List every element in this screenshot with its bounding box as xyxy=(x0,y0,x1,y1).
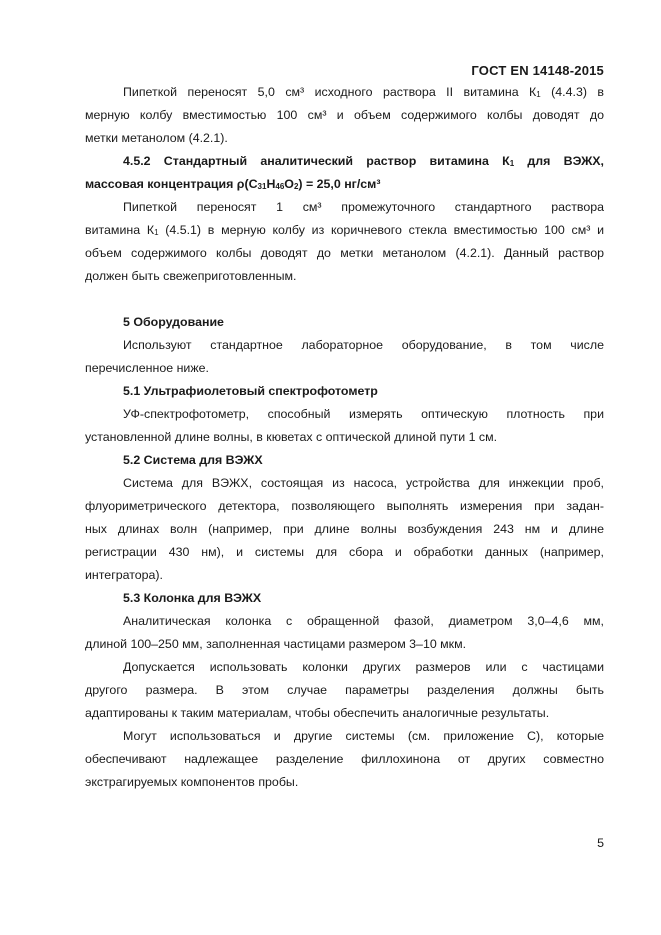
section-heading-5-2: 5.2 Система для ВЭЖХ xyxy=(123,453,263,467)
text-line: Пипеткой переносят 5,0 см³ исходного раствора II витамина $К_1$ (4.4.3) в xyxy=(123,85,604,99)
paragraph-pipette-solution-ii xyxy=(85,81,604,150)
text-line: Используют стандартное лабораторное оборудование, в том числе xyxy=(123,338,604,352)
heading-line: массовая концентрация $\rho(С_{31}Н_{46}О_2) = 25,0$ нг/см³ xyxy=(85,177,381,191)
text-line: Могут использоваться и другие системы (см. приложение С), которые xyxy=(123,729,604,743)
section-heading-5-1: 5.1 Ультрафиолетовый спектрофотометр xyxy=(123,384,378,398)
text-line: обеспечивают надлежащее разделение филлохинона от других совместно xyxy=(85,752,604,766)
section-5-2-hplc-system xyxy=(85,449,604,587)
text-line: УФ-спектрофотометр, способный измерять оптическую плотность при xyxy=(123,407,604,421)
text-line: экстрагируемых компонентов пробы. xyxy=(85,775,299,789)
section-heading-4-5-2 xyxy=(85,150,604,196)
standard-header: ГОСТ EN 14148-2015 xyxy=(471,63,604,78)
page-number: 5 xyxy=(597,836,604,850)
text-line: должен быть свежеприготовленным. xyxy=(85,269,297,283)
text-line: длиной 100–250 мм, заполненная частицами размером 3–10 мкм. xyxy=(85,637,467,651)
text-line: витамина $К_1$ (4.5.1) в мерную колбу из коричневого стекла вместимостью 100 см³ и xyxy=(85,223,604,237)
text-line: другого размера. В этом случае параметры разделения должны быть xyxy=(85,683,604,697)
section-5-1-spectrophotometer xyxy=(85,380,604,449)
text-line: перечисленное ниже. xyxy=(85,361,209,375)
text-line: установленной длине волны, в кюветах с оптической длиной пути 1 см. xyxy=(85,430,498,444)
text-line: регистрации 430 нм), и системы для сбора и обработки данных (например, xyxy=(85,545,604,559)
text-line: ных длинах волн (например, при длине волны возбуждения 243 нм и длине xyxy=(85,522,604,536)
text-line: Допускается использовать колонки других размеров или с частицами xyxy=(123,660,604,674)
section-5-3-hplc-column xyxy=(85,587,604,794)
text-line: Пипеткой переносят 1 см³ промежуточного стандартного раствора xyxy=(123,200,604,214)
text-line: Аналитическая колонка с обращенной фазой, диаметром 3,0–4,6 мм, xyxy=(123,614,604,628)
section-heading-5: 5 Оборудование xyxy=(123,315,224,329)
text-line: объем содержимого колбы доводят до метки метанолом (4.2.1). Данный раствор xyxy=(85,246,604,260)
text-line: адаптированы к таким материалам, чтобы обеспечить аналогичные результаты. xyxy=(85,706,550,720)
text-line: мерную колбу вместимостью 100 см³ и объем содержимого колбы доводят до xyxy=(85,108,604,122)
section-heading-5-3: 5.3 Колонка для ВЭЖХ xyxy=(123,591,262,605)
heading-line: 4.5.2 Стандартный аналитический раствор витамина $К_1$ для ВЭЖХ, xyxy=(123,154,604,168)
text-line: интегратора). xyxy=(85,568,163,582)
text-line: метки метанолом (4.2.1). xyxy=(85,131,228,145)
paragraph-pipette-intermediate xyxy=(85,196,604,288)
section-5-equipment xyxy=(85,311,604,380)
text-line: Система для ВЭЖХ, состоящая из насоса, устройства для инжекции проб, xyxy=(123,476,604,490)
text-line: флуориметрического детектора, позволяющего выполнять измерения при задан- xyxy=(85,499,604,513)
